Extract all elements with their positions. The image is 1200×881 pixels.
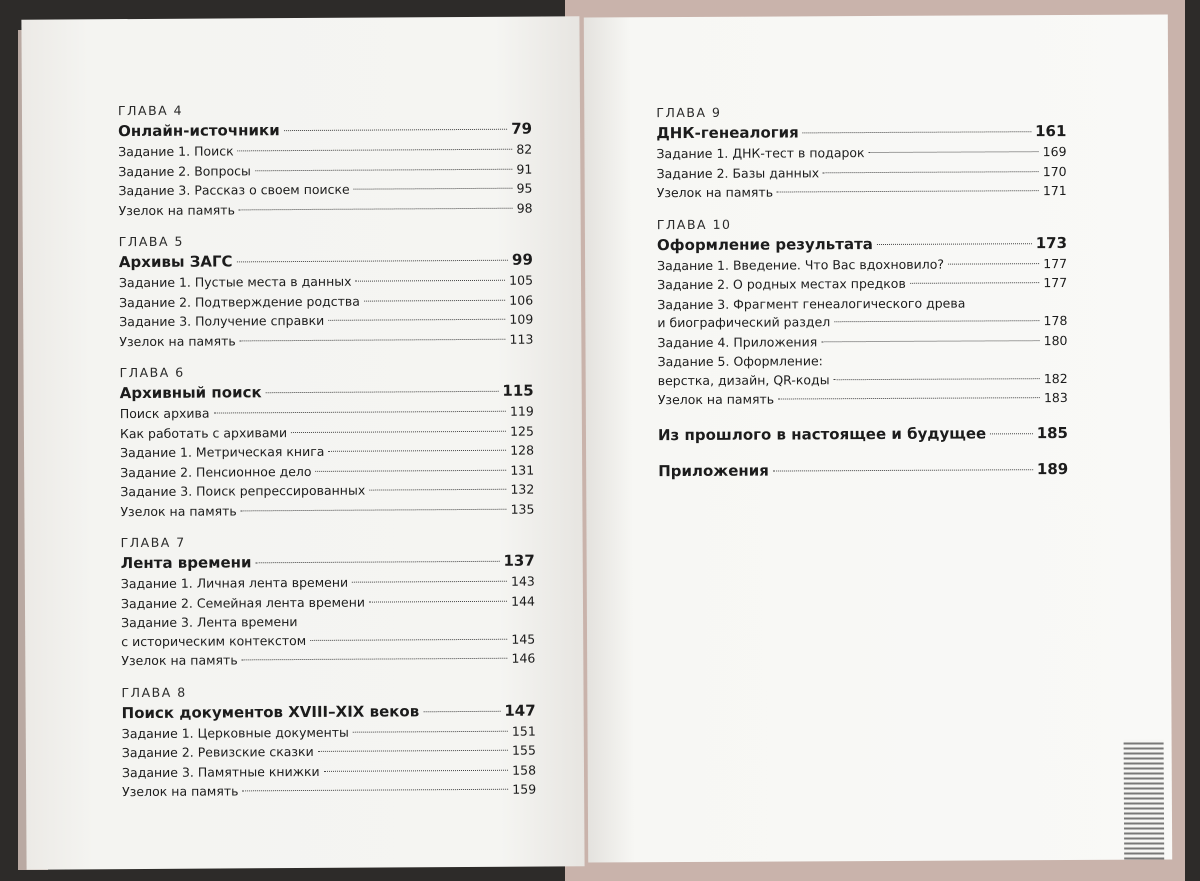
page-number: 144 xyxy=(511,593,536,609)
leader-dots xyxy=(310,638,507,640)
chapter-title-text: Лента времени xyxy=(120,553,252,573)
chapter-block xyxy=(118,101,533,221)
page-number: 147 xyxy=(504,701,536,720)
leader-dots xyxy=(354,188,513,190)
leader-dots xyxy=(324,769,509,771)
toc-item-text: Задание 1. Церковные документы xyxy=(121,724,349,741)
chapter-block xyxy=(119,232,534,352)
page-number: 137 xyxy=(503,551,535,570)
page-number: 132 xyxy=(510,481,535,497)
chapter-title xyxy=(119,249,533,274)
page-number: 128 xyxy=(510,442,535,458)
toc-item-text: Задание 4. Приложения xyxy=(657,333,818,350)
page-number: 189 xyxy=(1036,459,1069,478)
toc-item xyxy=(657,311,1067,333)
left-page xyxy=(21,16,584,869)
page-number: 125 xyxy=(510,423,534,439)
page-number: 180 xyxy=(1043,332,1068,348)
toc-item-text: Узелок на память xyxy=(122,783,239,800)
toc-item xyxy=(120,421,534,443)
toc-item-text: Задание 2. Подтверждение родства xyxy=(119,293,360,310)
page-number: 155 xyxy=(511,742,536,758)
toc-item-text: Задание 1. Метрическая книга xyxy=(120,443,325,461)
page-number: 131 xyxy=(510,462,535,478)
page-number: 183 xyxy=(1043,390,1068,406)
leader-dots xyxy=(773,469,1033,471)
page-number: 178 xyxy=(1043,313,1068,329)
chapter-block xyxy=(657,215,1068,410)
toc-item-text: Задание 2. О родных местах предков xyxy=(657,275,906,293)
chapter-label: ГЛАВА 9 xyxy=(656,104,722,121)
leader-dots xyxy=(990,433,1033,434)
toc-item xyxy=(121,649,535,671)
page-number: 171 xyxy=(1042,183,1067,199)
chapter-label: ГЛАВА 7 xyxy=(120,534,186,551)
toc-item-text: Поиск архива xyxy=(119,405,210,422)
leader-dots xyxy=(255,168,513,171)
page-number: 173 xyxy=(1035,233,1068,252)
toc-item xyxy=(122,741,536,763)
toc-item-text: Задание 2. Вопросы xyxy=(118,162,251,179)
leader-dots xyxy=(266,391,499,393)
toc-item-text: Задание 1. ДНК-тест в подарок xyxy=(656,145,865,162)
page-number: 161 xyxy=(1035,122,1067,141)
leader-dots xyxy=(242,658,508,661)
page-number: 151 xyxy=(511,723,536,739)
page-number: 106 xyxy=(509,292,534,308)
chapter-title xyxy=(657,232,1067,256)
leader-dots xyxy=(869,151,1039,153)
leader-dots xyxy=(778,397,1040,399)
chapter-title xyxy=(656,120,1066,144)
leader-dots xyxy=(910,282,1040,284)
toc-item-text: Задание 3. Получение справки xyxy=(119,312,325,330)
page-number: 145 xyxy=(511,631,536,647)
section-title xyxy=(658,422,1068,446)
leader-dots xyxy=(877,243,1032,245)
toc-item-text: и биографический раздел xyxy=(657,314,831,331)
leader-dots xyxy=(328,319,505,321)
chapter-block xyxy=(121,682,536,802)
toc-item xyxy=(122,721,536,743)
barcode-edge xyxy=(1124,740,1165,860)
chapter-title xyxy=(120,380,534,405)
toc-item-line1-text: Задание 3. Лента времени xyxy=(121,614,298,631)
toc-item-text: с историческим контекстом xyxy=(121,632,307,649)
toc-item xyxy=(121,629,535,651)
toc-item xyxy=(119,290,533,312)
toc-item xyxy=(656,142,1066,164)
page-number: 177 xyxy=(1043,275,1068,291)
chapter-title-text: Поиск документов XVIII–XIX веков xyxy=(121,701,420,722)
leader-dots xyxy=(318,750,508,752)
toc-item-text: Задание 1. Введение. Что Вас вдохновило? xyxy=(657,256,945,273)
leader-dots xyxy=(242,789,508,792)
page-number: 95 xyxy=(516,180,533,196)
toc-item-text: Задание 2. Ревизские сказки xyxy=(121,743,314,761)
toc-item-text: Задание 3. Памятные книжки xyxy=(121,763,320,780)
toc-item-text: Задание 3. Поиск репрессированных xyxy=(120,482,366,500)
leader-dots xyxy=(239,207,513,210)
chapter-label: ГЛАВА 10 xyxy=(656,216,732,232)
chapter-label: ГЛАВА 8 xyxy=(121,684,187,700)
chapter-block xyxy=(121,533,536,671)
toc-item xyxy=(118,179,532,201)
toc-item xyxy=(122,780,536,802)
page-number: 135 xyxy=(510,501,535,517)
page-number: 115 xyxy=(502,381,534,400)
page-number: 109 xyxy=(509,311,534,327)
toc-item xyxy=(118,140,532,162)
right-page xyxy=(584,14,1172,862)
toc-item-text: Задание 1. Пустые места в данных xyxy=(118,273,352,291)
toc-item-text: верстка, дизайн, QR-коды xyxy=(657,371,830,388)
toc-item-line1-text: Задание 5. Оформление: xyxy=(657,353,823,370)
leader-dots xyxy=(291,430,506,432)
toc-item-text: Узелок на память xyxy=(120,502,237,519)
toc-item xyxy=(120,499,534,521)
toc-item xyxy=(119,310,533,332)
page-number: 99 xyxy=(511,250,533,269)
page-number: 143 xyxy=(510,573,535,589)
toc-item-text: Задание 2. Базы данных xyxy=(656,164,820,181)
page-number: 105 xyxy=(509,272,534,288)
toc-item-line1-text: Задание 3. Фрагмент генеалогического древа xyxy=(657,295,966,312)
page-number: 182 xyxy=(1043,370,1068,386)
table-of-contents-right xyxy=(656,103,1068,500)
leader-dots xyxy=(821,340,1039,342)
page-number: 170 xyxy=(1042,163,1067,179)
chapter-label: ГЛАВА 4 xyxy=(117,102,184,119)
leader-dots xyxy=(214,411,506,414)
leader-dots xyxy=(352,581,507,583)
chapter-title-text: Архивы ЗАГС xyxy=(118,252,233,272)
leader-dots xyxy=(948,263,1039,264)
toc-item xyxy=(119,329,533,351)
leader-dots xyxy=(241,508,507,511)
toc-item xyxy=(657,181,1067,203)
leader-dots xyxy=(803,131,1031,133)
toc-item xyxy=(120,441,534,463)
toc-item xyxy=(120,402,534,424)
toc-item xyxy=(119,271,533,293)
toc-item xyxy=(658,369,1068,391)
toc-item-text: Узелок на память xyxy=(118,201,235,218)
toc-item-text: Узелок на память xyxy=(657,391,775,408)
leader-dots xyxy=(328,450,506,452)
leader-dots xyxy=(423,710,500,711)
toc-item xyxy=(122,760,536,782)
page-number: 185 xyxy=(1036,423,1069,442)
chapter-title-text: Оформление результата xyxy=(656,234,873,254)
page-number: 177 xyxy=(1043,255,1068,271)
leader-dots xyxy=(364,299,505,301)
toc-item-text: Задание 2. Семейная лента времени xyxy=(120,594,366,611)
leader-dots xyxy=(255,561,499,563)
toc-item-text: Как работать с архивами xyxy=(119,424,288,441)
chapter-title xyxy=(122,699,536,724)
chapter-label: ГЛАВА 6 xyxy=(119,364,185,381)
toc-item xyxy=(119,198,533,220)
page-number: 79 xyxy=(511,119,533,138)
leader-dots xyxy=(240,338,506,341)
toc-item xyxy=(121,591,535,613)
page-number: 146 xyxy=(511,650,536,666)
toc-item xyxy=(657,331,1067,353)
leader-dots xyxy=(284,129,508,131)
toc-item xyxy=(658,388,1068,410)
toc-item-text: Узелок на память xyxy=(121,652,238,669)
toc-item xyxy=(121,572,535,594)
chapter-block xyxy=(656,103,1067,203)
section-title xyxy=(658,458,1068,482)
toc-item-text: Задание 1. Личная лента времени xyxy=(120,574,349,592)
leader-dots xyxy=(369,600,507,602)
section-title-text: Приложения xyxy=(658,461,769,480)
leader-dots xyxy=(777,190,1039,192)
toc-item-text: Задание 1. Поиск xyxy=(118,143,234,160)
toc-item-text: Узелок на память xyxy=(656,184,774,201)
chapter-label: ГЛАВА 5 xyxy=(118,233,184,250)
final-sections xyxy=(658,422,1068,482)
toc-item xyxy=(118,159,532,181)
leader-dots xyxy=(238,149,513,152)
page-number: 91 xyxy=(516,161,533,177)
leader-dots xyxy=(353,730,508,732)
toc-item xyxy=(657,273,1067,295)
chapter-title-text: Онлайн-источники xyxy=(118,121,280,141)
leader-dots xyxy=(316,469,507,471)
chapter-title-text: ДНК-генеалогия xyxy=(656,123,799,143)
chapter-block xyxy=(120,363,535,522)
toc-item xyxy=(120,480,534,502)
toc-item-text: Задание 2. Пенсионное дело xyxy=(120,463,312,480)
page-number: 119 xyxy=(509,403,534,419)
chapter-title xyxy=(118,118,532,143)
leader-dots xyxy=(355,280,505,282)
table-of-contents-left xyxy=(118,101,536,816)
toc-item xyxy=(657,254,1067,276)
page-number: 98 xyxy=(516,200,533,216)
page-number: 82 xyxy=(516,141,533,157)
toc-item xyxy=(657,162,1067,184)
page-number: 158 xyxy=(512,762,537,778)
section-title-text: Из прошлого в настоящее и будущее xyxy=(657,423,987,444)
leader-dots xyxy=(834,320,1039,322)
leader-dots xyxy=(834,378,1040,380)
page-number: 169 xyxy=(1042,144,1067,160)
leader-dots xyxy=(823,171,1039,173)
toc-item-text: Задание 3. Рассказ о своем поиске xyxy=(118,181,350,199)
leader-dots xyxy=(369,489,506,491)
toc-item-text: Узелок на память xyxy=(119,332,236,349)
leader-dots xyxy=(237,260,508,263)
page-number: 159 xyxy=(512,781,537,797)
chapter-title-text: Архивный поиск xyxy=(119,383,262,403)
chapter-title xyxy=(121,550,535,575)
page-number: 113 xyxy=(509,331,534,347)
toc-item xyxy=(120,460,534,482)
